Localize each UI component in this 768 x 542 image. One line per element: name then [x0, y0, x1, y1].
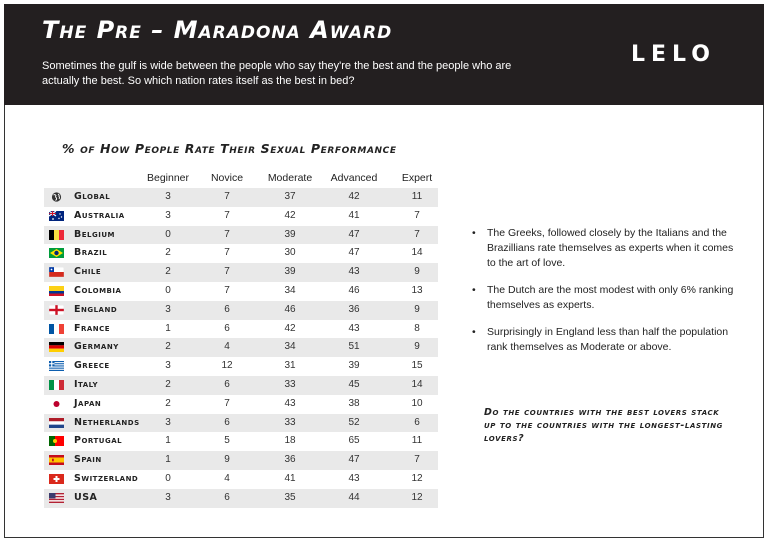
cell-expert: 12 [411, 472, 423, 484]
table-row [44, 489, 438, 508]
flag-chile-icon [49, 267, 64, 277]
brand-logo: LELO [631, 42, 716, 67]
cell-novice: 6 [224, 416, 230, 428]
cell-advanced: 47 [348, 247, 360, 259]
finding-item [472, 325, 742, 355]
table-row [44, 338, 438, 357]
cell-beginner: 2 [165, 341, 171, 353]
cell-beginner: 2 [165, 397, 171, 409]
cell-moderate: 39 [284, 266, 296, 278]
country-name: USA [74, 491, 98, 503]
table-header [44, 170, 438, 188]
cell-moderate: 42 [284, 322, 296, 334]
table-row [44, 451, 438, 470]
bullet-icon: • [472, 284, 476, 296]
cell-moderate: 37 [284, 191, 296, 202]
finding-item [472, 226, 742, 271]
globe-icon [49, 192, 64, 202]
flag-belgium-icon [49, 230, 64, 240]
country-name: Belgium [74, 228, 115, 240]
cell-moderate: 39 [284, 228, 296, 240]
cell-novice: 6 [224, 378, 230, 390]
cell-moderate: 36 [284, 454, 296, 466]
cell-advanced: 47 [348, 454, 360, 466]
table-row [44, 432, 438, 451]
country-name: Spain [74, 454, 102, 466]
cell-novice: 7 [224, 209, 230, 221]
header-banner [4, 4, 764, 105]
flag-germany-icon [49, 342, 64, 352]
country-name: England [74, 303, 118, 315]
flag-spain-icon [49, 455, 64, 465]
flag-switzerland-icon [49, 474, 64, 484]
cell-advanced: 39 [348, 360, 360, 372]
cell-novice: 6 [224, 303, 230, 315]
column-header-advanced: Advanced [330, 172, 378, 184]
cell-beginner: 2 [165, 378, 171, 390]
cell-moderate: 33 [284, 378, 296, 390]
table-body [44, 188, 438, 508]
cell-expert: 13 [411, 284, 423, 296]
cell-expert: 10 [411, 397, 423, 409]
finding-text: The Dutch are the most modest with only 6% ranking themselves as experts. [487, 284, 734, 311]
country-name: Global [74, 191, 111, 202]
cell-beginner: 1 [165, 454, 171, 466]
page-subtitle: Sometimes the gulf is wide between the people who say they're the best and the people who are actually the best. So which nation rates itself as the best in bed? [42, 60, 512, 87]
cell-moderate: 30 [284, 247, 296, 259]
table-row [44, 320, 438, 339]
cell-beginner: 3 [165, 303, 171, 315]
cell-advanced: 43 [348, 472, 360, 484]
bullet-icon: • [472, 326, 476, 338]
cell-expert: 15 [411, 360, 423, 372]
flag-australia-icon [49, 211, 64, 221]
cell-advanced: 52 [348, 416, 360, 428]
cell-novice: 6 [224, 322, 230, 334]
table-row [44, 244, 438, 263]
cell-beginner: 3 [165, 209, 171, 221]
finding-text: The Greeks, followed closely by the Italians and the Brazillians rate themselves as experts when it comes to the art of love. [487, 227, 734, 269]
cell-expert: 12 [411, 491, 423, 503]
flag-greece-icon [49, 361, 64, 371]
cell-expert: 9 [414, 266, 420, 278]
cell-beginner: 3 [165, 491, 171, 503]
cell-beginner: 0 [165, 228, 171, 240]
table-row [44, 226, 438, 245]
cell-beginner: 3 [165, 360, 171, 372]
column-header-novice: Novice [210, 172, 244, 184]
table-row [44, 263, 438, 282]
cell-expert: 9 [414, 341, 420, 353]
country-name: Australia [74, 209, 125, 221]
table-row [44, 282, 438, 301]
cell-novice: 7 [224, 284, 230, 296]
cell-advanced: 47 [348, 228, 360, 240]
cell-advanced: 36 [348, 303, 360, 315]
column-header-expert: Expert [401, 172, 433, 184]
ratings-table [44, 170, 438, 508]
country-name: Switzerland [74, 472, 139, 484]
cell-advanced: 51 [348, 341, 360, 353]
cell-moderate: 41 [284, 472, 296, 484]
cell-expert: 14 [411, 378, 423, 390]
cell-moderate: 18 [284, 435, 296, 447]
page-title: The Pre – Maradona Award [42, 16, 393, 44]
cell-beginner: 3 [165, 191, 171, 202]
cell-moderate: 34 [284, 284, 296, 296]
cell-novice: 4 [224, 472, 230, 484]
finding-text: Surprisingly in England less than half the population rank themselves as Moderate or above. [487, 326, 729, 353]
cell-novice: 9 [224, 454, 230, 466]
cell-expert: 9 [414, 303, 420, 315]
cell-beginner: 0 [165, 284, 171, 296]
cell-expert: 11 [411, 435, 423, 447]
cell-novice: 7 [224, 397, 230, 409]
country-name: Italy [74, 378, 99, 390]
flag-netherlands-icon [49, 418, 64, 428]
cell-advanced: 42 [348, 191, 360, 202]
cell-expert: 7 [414, 454, 420, 466]
cell-expert: 8 [414, 322, 420, 334]
cell-advanced: 65 [348, 435, 360, 447]
table-row [44, 207, 438, 226]
cell-moderate: 33 [284, 416, 296, 428]
country-name: Portugal [74, 435, 123, 447]
flag-usa-icon [49, 493, 64, 503]
column-header-moderate: Moderate [267, 172, 313, 184]
table-row [44, 301, 438, 320]
cell-novice: 7 [224, 191, 230, 202]
cell-advanced: 44 [348, 491, 360, 503]
cell-beginner: 3 [165, 416, 171, 428]
table-row [44, 470, 438, 489]
country-name: Japan [74, 397, 102, 409]
cell-novice: 7 [224, 266, 230, 278]
cell-advanced: 43 [348, 266, 360, 278]
cell-novice: 5 [224, 435, 230, 447]
cell-beginner: 1 [165, 322, 171, 334]
country-name: Germany [74, 341, 119, 353]
country-name: Netherlands [74, 416, 140, 428]
country-name: Greece [74, 360, 110, 372]
flag-england-icon [49, 305, 64, 315]
table-row [44, 376, 438, 395]
table-row [44, 188, 438, 207]
cell-novice: 12 [221, 360, 233, 372]
country-name: France [74, 322, 111, 334]
cell-beginner: 2 [165, 247, 171, 259]
cell-advanced: 43 [348, 322, 360, 334]
cell-expert: 7 [414, 228, 420, 240]
cell-expert: 14 [411, 247, 423, 259]
cell-expert: 7 [414, 209, 420, 221]
cell-moderate: 31 [284, 360, 296, 372]
cell-moderate: 34 [284, 341, 296, 353]
flag-colombia-icon [49, 286, 64, 296]
column-header-beginner: Beginner [146, 172, 190, 184]
closing-question: Do the countries with the best lovers stack up to the countries with the longest-lasting lovers? [484, 407, 724, 444]
table-row [44, 395, 438, 414]
cell-novice: 6 [224, 491, 230, 503]
cell-novice: 4 [224, 341, 230, 353]
cell-moderate: 42 [284, 209, 296, 221]
chart-title: % of How People Rate Their Sexual Performance [62, 141, 397, 156]
finding-item [472, 283, 742, 313]
cell-moderate: 43 [284, 397, 296, 409]
country-name: Chile [74, 266, 102, 278]
cell-expert: 11 [411, 191, 423, 202]
flag-italy-icon [49, 380, 64, 390]
key-findings [472, 226, 742, 367]
cell-moderate: 35 [284, 491, 296, 503]
cell-advanced: 45 [348, 378, 360, 390]
table-row [44, 414, 438, 433]
flag-portugal-icon [49, 436, 64, 446]
cell-novice: 7 [224, 228, 230, 240]
table-row [44, 357, 438, 376]
cell-beginner: 1 [165, 435, 171, 447]
bullet-icon: • [472, 227, 476, 239]
cell-advanced: 38 [348, 397, 360, 409]
cell-moderate: 46 [284, 303, 296, 315]
cell-beginner: 2 [165, 266, 171, 278]
flag-france-icon [49, 324, 64, 334]
cell-beginner: 0 [165, 472, 171, 484]
cell-expert: 6 [414, 416, 420, 428]
cell-advanced: 41 [348, 209, 360, 221]
country-name: Colombia [74, 284, 122, 296]
country-name: Brazil [74, 247, 108, 259]
flag-japan-icon [49, 399, 64, 409]
cell-novice: 7 [224, 247, 230, 259]
flag-brazil-icon [49, 248, 64, 258]
cell-advanced: 46 [348, 284, 360, 296]
